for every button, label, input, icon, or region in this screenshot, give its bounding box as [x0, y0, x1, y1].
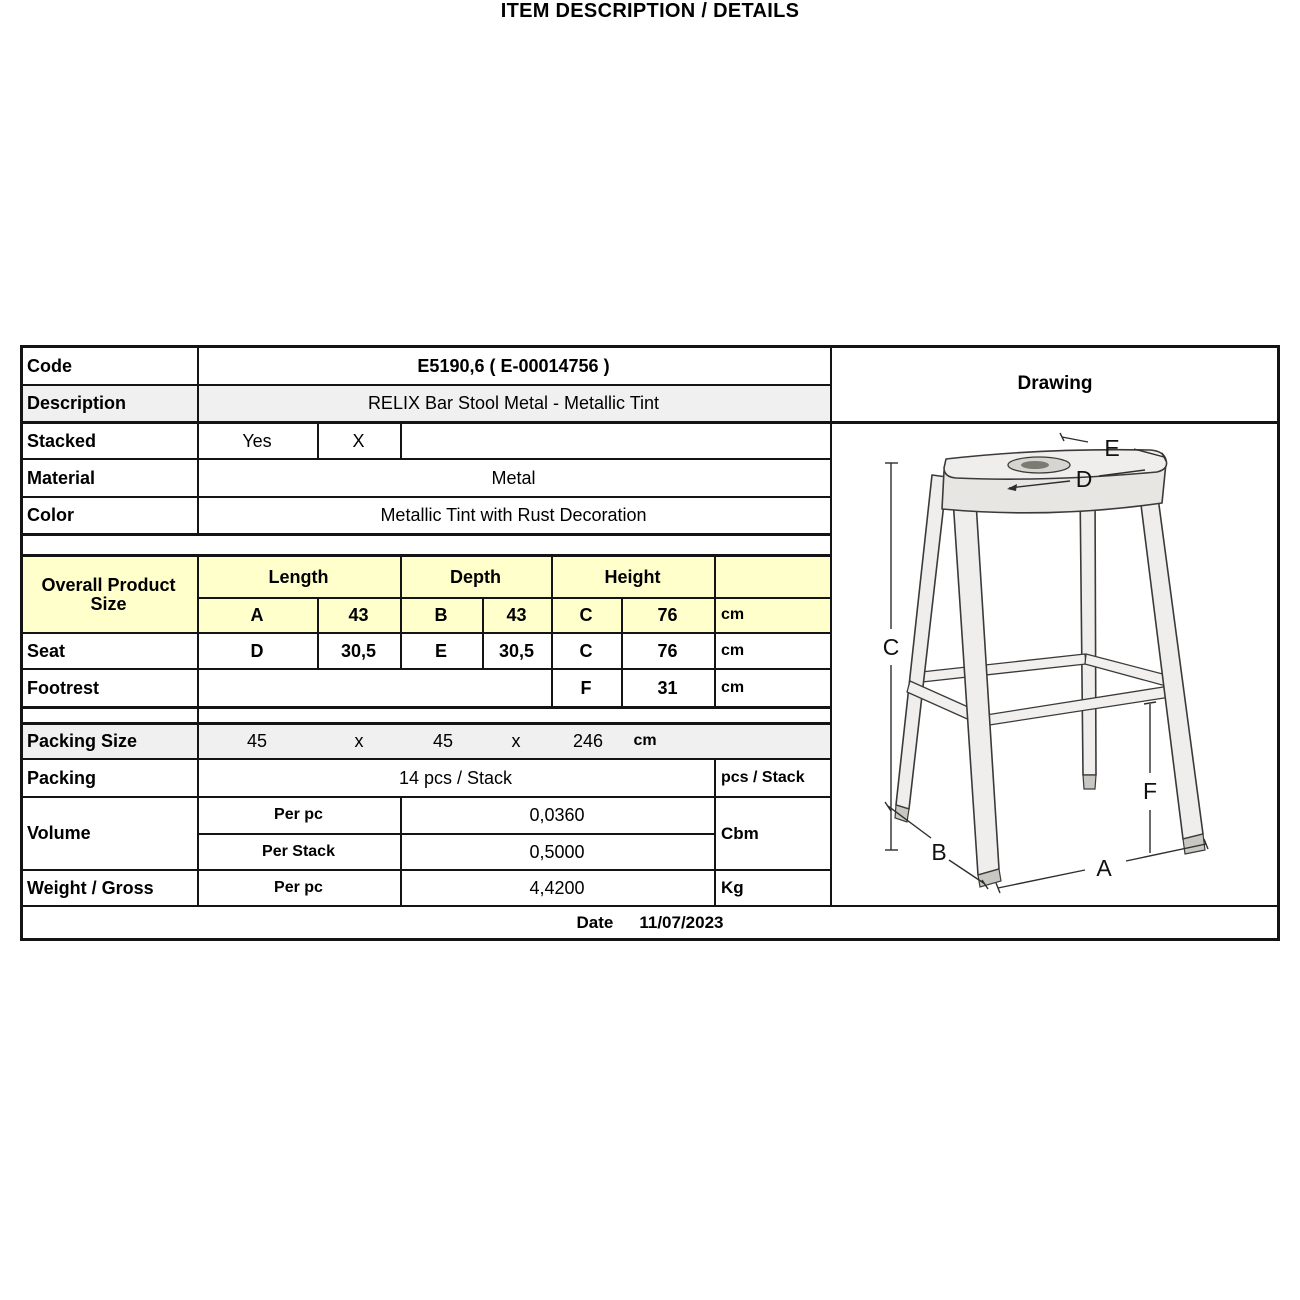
drawing-header: Drawing — [1017, 373, 1093, 394]
overall-b-key: B — [434, 605, 448, 626]
color-value: Metallic Tint with Rust Decoration — [380, 505, 647, 526]
packing-size-v3: 246 — [572, 731, 604, 752]
overall-size-label: Overall Product Size — [41, 574, 176, 614]
grid-line — [20, 938, 1280, 941]
footrest-unit: cm — [721, 678, 745, 696]
height-header: Height — [604, 566, 661, 587]
date-value: 11/07/2023 — [639, 912, 724, 932]
description-value: RELIX Bar Stool Metal - Metallic Tint — [367, 393, 660, 414]
stool-foot — [1083, 775, 1096, 789]
dim-label-b: B — [931, 839, 947, 865]
code-value: E5190,6 ( E-00014756 ) — [417, 355, 610, 376]
seat-d-value: 30,5 — [340, 640, 377, 661]
stool-handle-hole-inner — [1021, 461, 1049, 469]
weight-value: 4,4200 — [529, 877, 585, 898]
dim-line-b — [888, 806, 931, 838]
weight-gross-label: Weight / Gross — [27, 877, 154, 898]
date-label: Date — [576, 912, 614, 932]
material-value: Metal — [491, 467, 536, 488]
footrest-label: Footrest — [27, 677, 99, 698]
stacked-label: Stacked — [27, 430, 97, 451]
volume-unit: Cbm — [721, 823, 759, 843]
dim-label-f: F — [1142, 778, 1158, 804]
volume-label: Volume — [27, 823, 91, 844]
volume-per-pc-label: Per pc — [274, 806, 323, 824]
packing-label: Packing — [27, 767, 97, 788]
stacked-x-mark: X — [352, 430, 365, 451]
dim-tick — [1144, 702, 1156, 704]
grid-line — [400, 421, 402, 458]
overall-unit: cm — [721, 606, 745, 624]
dim-label-e: E — [1104, 435, 1120, 461]
overall-a-value: 43 — [348, 605, 369, 626]
dim-label-a: A — [1096, 855, 1112, 881]
footrest-f-value: 31 — [657, 677, 678, 698]
dim-line-a — [998, 870, 1085, 888]
stool-leg-back-left — [896, 475, 947, 809]
packing-size-v2: 45 — [432, 731, 454, 752]
color-label: Color — [27, 505, 74, 526]
stool-leg-back-right — [1080, 485, 1096, 775]
packing-size-unit: cm — [633, 732, 657, 750]
volume-per-pc-value: 0,0360 — [529, 805, 585, 826]
page-title: ITEM DESCRIPTION / DETAILS — [500, 0, 800, 22]
dim-line-e — [1062, 437, 1088, 442]
overall-c-key: C — [579, 605, 593, 626]
seat-e-value: 30,5 — [498, 640, 535, 661]
packing-size-label: Packing Size — [27, 731, 138, 752]
overall-a-key: A — [250, 605, 264, 626]
seat-label: Seat — [27, 640, 66, 661]
volume-per-stack-label: Per Stack — [262, 842, 335, 860]
packing-size-x1: x — [354, 731, 364, 752]
seat-c-value: 76 — [657, 640, 678, 661]
volume-per-stack-value: 0,5000 — [529, 841, 585, 862]
drawing-panel — [832, 423, 1278, 903]
overall-b-value: 43 — [506, 605, 527, 626]
material-label: Material — [27, 467, 96, 488]
length-header: Length — [268, 566, 329, 587]
stool-leg-front-left — [953, 499, 999, 875]
description-label: Description — [27, 393, 127, 414]
grid-line — [20, 706, 830, 709]
grid-line — [20, 533, 830, 536]
weight-unit: Kg — [721, 878, 744, 898]
packing-size-v1: 45 — [246, 731, 268, 752]
packing-value: 14 pcs / Stack — [398, 767, 513, 788]
footrest-f-key: F — [580, 677, 592, 698]
dim-label-c: C — [882, 634, 900, 660]
stacked-yes-value: Yes — [242, 430, 272, 451]
dim-tick — [885, 802, 891, 811]
seat-c-key: C — [579, 640, 593, 661]
depth-header: Depth — [450, 566, 501, 587]
seat-d-key: D — [250, 640, 264, 661]
dim-label-d: D — [1075, 466, 1093, 492]
date-row — [20, 907, 1280, 938]
stool-sketch — [832, 423, 1278, 903]
seat-e-key: E — [434, 640, 447, 661]
overall-c-value: 76 — [657, 605, 678, 626]
stool-footrest-front — [983, 685, 1177, 726]
packing-unit: pcs / Stack — [721, 768, 805, 786]
stool-footrest-back — [912, 654, 1086, 683]
packing-size-x2: x — [511, 731, 521, 752]
weight-per-pc-label: Per pc — [274, 878, 323, 896]
code-label: Code — [27, 355, 72, 376]
seat-unit: cm — [721, 641, 745, 659]
